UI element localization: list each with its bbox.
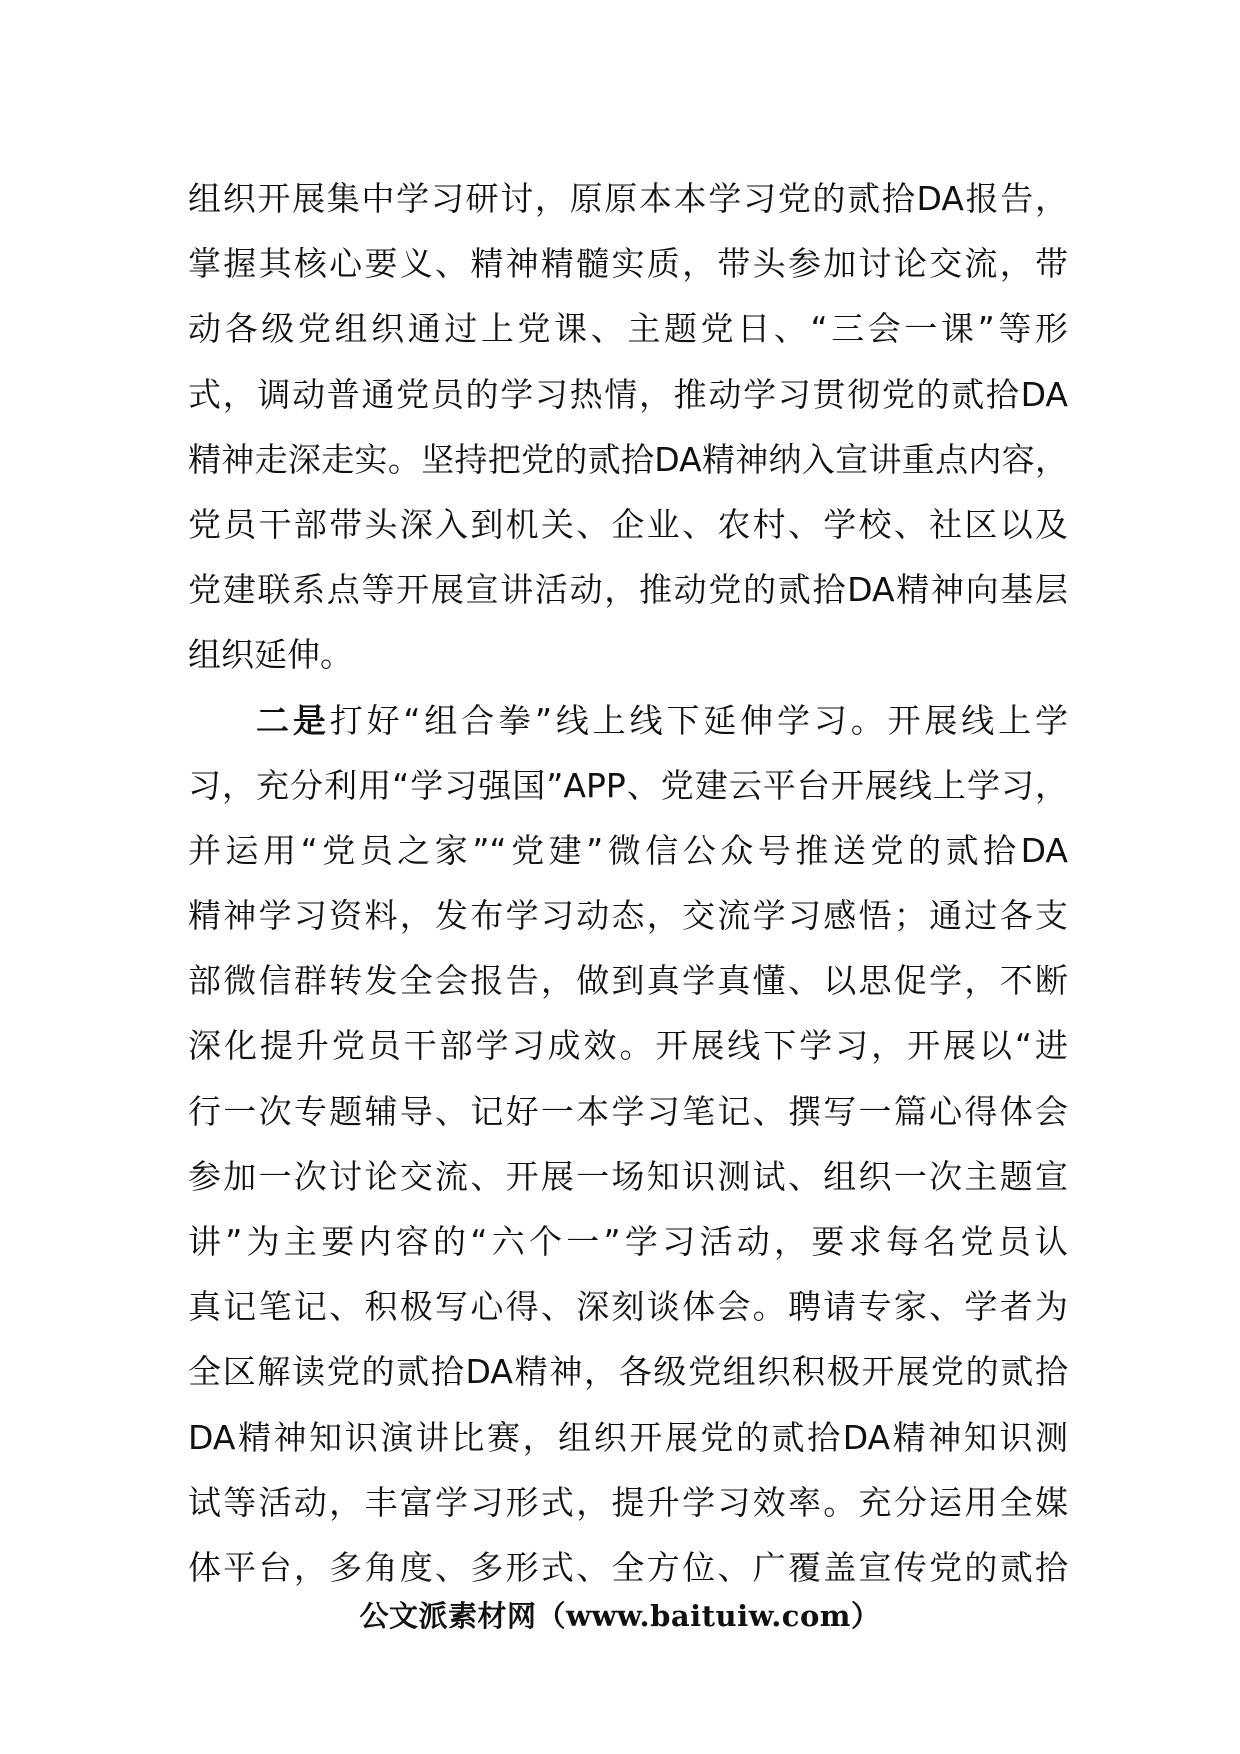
paragraph-2-line: 精神学习资料，发布学习动态，交流学习感悟；通过各支	[188, 896, 1068, 936]
document-body	[188, 166, 1068, 1600]
paragraph-2-line: 真记笔记、积极写心得、深刻谈体会。聘请专家、学者为	[188, 1287, 1068, 1327]
paragraph-1-line: 式，调动普通党员的学习热情，推动学习贯彻党的贰拾DA	[188, 374, 1068, 414]
paragraph-1-line: 组织开展集中学习研讨，原原本本学习党的贰拾DA报告，	[188, 179, 1068, 218]
paragraph-2-line: 讲”为主要内容的“六个一”学习活动，要求每名党员认	[188, 1222, 1068, 1261]
paragraph-2-line: 参加一次讨论交流、开展一场知识测试、组织一次主题宣	[188, 1156, 1068, 1196]
paragraph-2-line: 体平台，多角度、多形式、全方位、广覆盖宣传党的贰拾	[188, 1547, 1068, 1587]
paragraph-2-lead: 二是	[256, 700, 330, 740]
paragraph-2-line: 全区解读党的贰拾DA精神，各级党组织积极开展党的贰拾	[188, 1352, 1068, 1392]
footer-source: 公文派素材网（www.baituiw.com）	[359, 1599, 881, 1633]
paragraph-2-line: 并运用“党员之家”“党建”微信公众号推送党的贰拾DA	[188, 830, 1068, 870]
paragraph-2-line: 深化提升党员干部学习成效。开展线下学习，开展以“进	[188, 1026, 1068, 1066]
paragraph-1-line: 精神走深走实。坚持把党的贰拾DA精神纳入宣讲重点内容，	[188, 439, 1068, 479]
paragraph-2-line: DA精神知识演讲比赛，组织开展党的贰拾DA精神知识测	[188, 1417, 1068, 1457]
paragraph-2-line: 行一次专题辅导、记好一本学习笔记、撰写一篇心得体会	[188, 1091, 1068, 1131]
paragraph-1-line: 党员干部带头深入到机关、企业、农村、学校、社区以及	[188, 504, 1068, 544]
paragraph-1-line: 党建联系点等开展宣讲活动，推动党的贰拾DA精神向基层	[188, 570, 1068, 610]
paragraph-2-line: 试等活动，丰富学习形式，提升学习效率。充分运用全媒	[188, 1482, 1068, 1522]
paragraph-2-line: 习，充分利用“学习强国”APP、党建云平台开展线上学习，	[188, 765, 1068, 805]
paragraph-1-line: 掌握其核心要义、精神精髓实质，带头参加讨论交流，带	[188, 244, 1068, 284]
paragraph-2-line: 部微信群转发全会报告，做到真学真懂、以思促学，不断	[188, 961, 1068, 1001]
paragraph-2-first-line-text: 打好“组合拳”线上线下延伸学习。开展线上学	[329, 700, 1068, 740]
paragraph-1-line: 动各级党组织通过上党课、主题党日、“三会一课”等形	[188, 309, 1068, 349]
paragraph-1-line: 组织延伸。	[188, 635, 353, 675]
paragraph-2-first-line	[188, 688, 1068, 753]
